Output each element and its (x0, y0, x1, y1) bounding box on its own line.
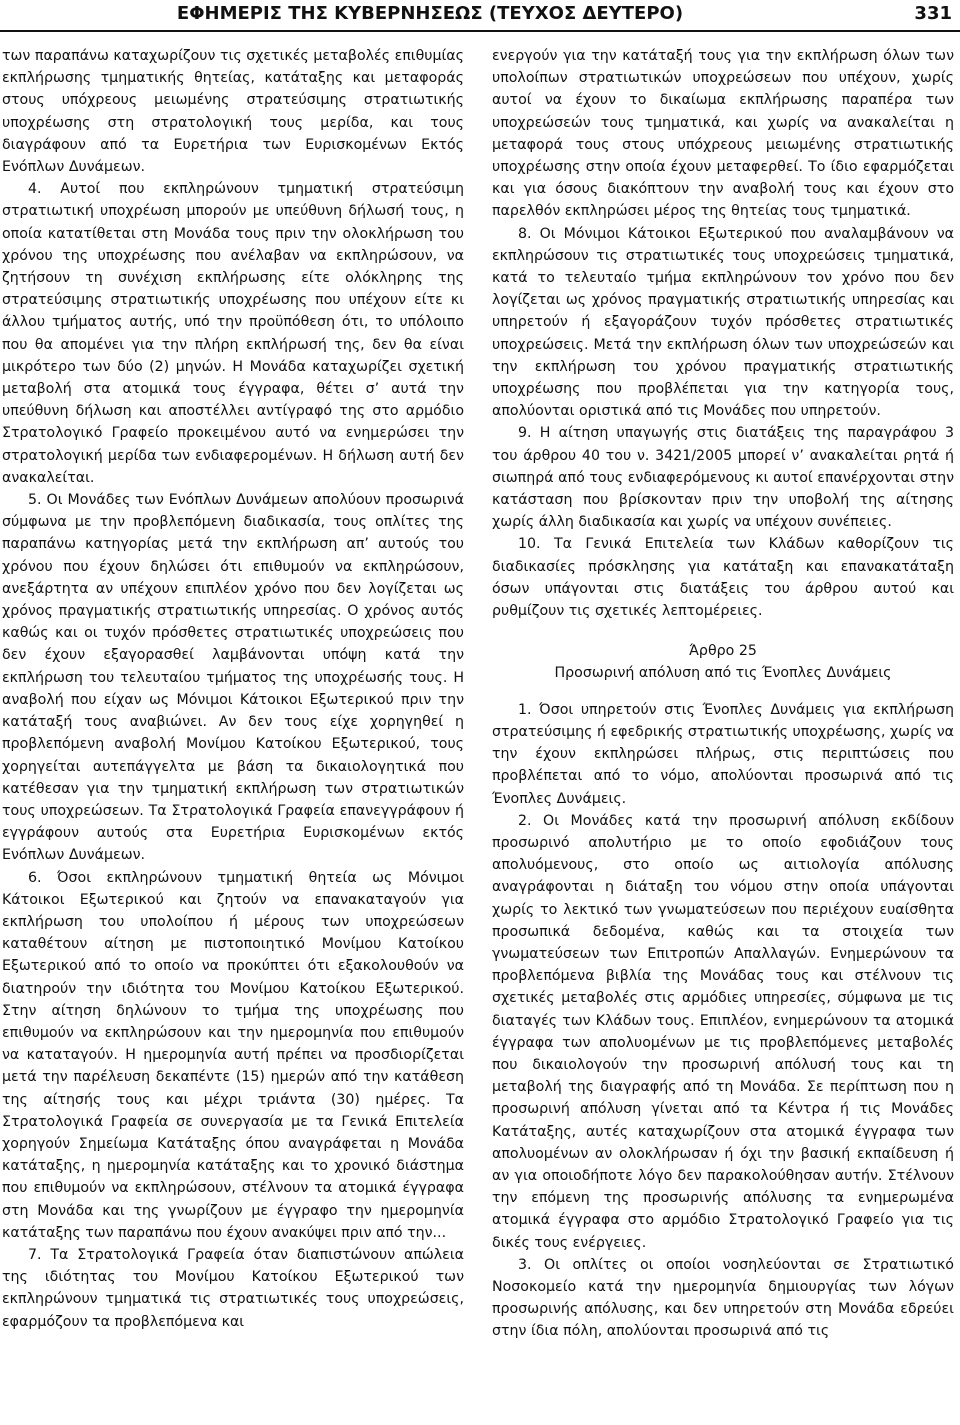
paragraph: 4. Αυτοί που εκπληρώνουν τμηματική στρατεύσιμη στρατιωτική υποχρέωση μπορούν με υπεύθυνη δήλωσή τους, η οποία κατατίθεται στη Μονάδα τους πριν την ολοκλήρωση του χρόνου της υποχρέωσης που ανέλαβαν να εκπληρώσουν, να ζητήσουν τη συνέχιση εκπλήρωσης είτε ολόκληρης της στρατεύσιμης στρατιωτικής υποχρέωσης που υπέχουν είτε κι άλλου τμήματος αυτής, υπό την προϋπόθεση ότι, το υπόλοιπο που θα απομένει για την πλήρη εκπλήρωσή της, δεν θα είναι μικρότερο των δύο (2) μηνών. Η Μονάδα καταχωρίζει σχετική μεταβολή στα ατομικά τους έγγραφα, θέτει σ’ αυτά την υπεύθυνη δήλωση και αποστέλλει αντίγραφό της στο αρμόδιο Στρατολογικό Γραφείο προκειμένου αυτό να ενημερώσει την στρατολογική μερίδα των ενδιαφερομένων. Η δήλωση αυτή δεν ανακαλείται. (2, 181, 464, 486)
paragraph: 1. Όσοι υπηρετούν στις Ένοπλες Δυνάμεις για εκπλήρωση στρατεύσιμης ή εφεδρικής στρατιωτικής υποχρέωσης, χωρίς να την έχουν εκπληρώσει πλήρως, στις περιπτώσεις που προβλέπεται από το νόμο, απολύονται προσωρινά από τις Ένοπλες Δυνάμεις. (492, 701, 954, 807)
page-number: 331 (914, 3, 952, 24)
paragraph: 2. Οι Μονάδες κατά την προσωρινή απόλυση εκδίδουν προσωρινό απολυτήριο με το οποίο εφοδιάζουν τους απολυόμενους, στο οποίο ως αιτιολογία απόλυσης αναγράφονται η διάταξη του νόμου στην οποία υπάγονται χωρίς το λεκτικό των γνωματεύσεων που περιέχουν ευαίσθητα προσωπικά δεδομένα, καθώς και τα στοιχεία των γνωματεύσεων των Επιτροπών Απαλλαγών. Ενημερώνουν τα προβλεπόμενα βιβλία της Μονάδας τους και στέλνουν τις σχετικές μεταβολές στις αρμόδιες υπηρεσίες, σύμφωνα με τις διαταγές των Κλάδων τους. Επιπλέον, ενημερώνουν τα ατομικά έγγραφα των απολυομένων με τις προβλεπόμενες μεταβολές που δικαιολογούν την προσωρινή απόλυσή τους και τη μεταβολή της διαγραφής από τη Μονάδα. Σε περίπτωση που η προσωρινή απόλυση γίνεται από τα Κέντρα ή τις Μονάδες Κατάταξης, αυτές καταχωρίζουν στα ατομικά έγγραφα των απολυομένων αν ολοκλήρωσαν ή όχι την βασική εκπαίδευση ή αν για οποιοδήποτε λόγο δεν παρακολούθησαν αυτήν. Στέλνουν την επόμενη της προσωρινής απόλυσης τα ενημερωμένα ατομικά έγγραφα στο αρμόδιο Στρατολογικό Γραφείο για τις δικές τους ενέργειες. (492, 812, 954, 1251)
article-number: Άρθρο 25 (689, 643, 757, 660)
paragraph: 9. Η αίτηση υπαγωγής στις διατάξεις της παραγράφου 3 του άρθρου 40 του ν. 3421/2005 μπορεί ν’ ανακαλείται ρητά ή σιωπηρά από τους ενδιαφερόμενους κι αυτοί επανέρχονται στην κατάσταση που βρίσκονταν πριν την υποβολή της αίτησης χωρίς άλλη διαδικασία και χωρίς να υπέχουν συνέπειες. (492, 425, 954, 531)
paragraph: 10. Τα Γενικά Επιτελεία των Κλάδων καθορίζουν τις διαδικασίες πρόσκλησης για κατάταξη και επανακατάταξη όσων υπάγονται στις διατάξεις του άρθρου αυτού και ρυθμίζουν τις σχετικές λεπτομέρειες. (492, 536, 954, 620)
paragraph: 7. Τα Στρατολογικά Γραφεία όταν διαπιστώνουν απώλεια της ιδιότητας του Μονίμου Κατοίκου Εξωτερικού των εκπληρώνουν τμηματικά τις στρατιωτικές τους υποχρεώσεις, εφαρμόζουν τα προβλεπόμενα και (2, 1246, 464, 1330)
page-header (0, 0, 960, 40)
paragraph: 6. Όσοι εκπληρώνουν τμηματική θητεία ως Μόνιμοι Κάτοικοι Εξωτερικού και ζητούν να επανακαταγούν για εκπλήρωση του υπολοίπου ή μέρους των υποχρεώσεων καταθέτουν αίτηση με πιστοποιητικό Μονίμου Κατοίκου Εξωτερικού από το οποίο να προκύπτει ότι εξακολουθούν να διατηρούν την ιδιότητα του Μονίμου Κατοίκου Εξωτερικού. Στην αίτηση δηλώνουν το τμήμα της υποχρέωσης που επιθυμούν να εκπληρώσουν και την ημερομηνία που επιθυμούν να καταταγούν. Η ημερομηνία αυτή πρέπει να προσδιορίζεται μετά την παρέλευση δεκαπέντε (15) ημερών από την κατάθεση της αίτησής τους και μέχρι τριάντα (30) ημέρες. Τα Στρατολογικά Γραφεία σε συνεργασία με τα Γενικά Επιτελεία χορηγούν Σημείωμα Κατάταξης όπου αναγράφεται η Μονάδα κατάταξης, η ημερομηνία κατάταξης και το χρονικό διάστημα που επιθυμούν να εκπληρώσουν, στέλνουν τα ατομικά έγγραφα στη Μονάδα και της γνωρίζουν με έγγραφο την ημερομηνία κατάταξης των παραπάνω που έχουν ανακύψει πριν από την... (2, 869, 464, 1241)
paragraph: των παραπάνω καταχωρίζουν τις σχετικές μεταβολές επιθυμίας εκπλήρωσης τμηματικής θητείας, κατάταξης και μεταφοράς στους υπόχρεους μειωμένης στρατεύσιμης στρατιωτικής υποχρέωσης στη στρατολογική τους μερίδα, και τους διαγράφουν από τα Ευρετήρια των Ευρισκομένων Εκτός Ενόπλων Δυνάμεων. (2, 48, 464, 176)
left-column (2, 45, 464, 1333)
paragraph: 8. Οι Μόνιμοι Κάτοικοι Εξωτερικού που αναλαμβάνουν να εκπληρώσουν τις στρατιωτικές τους υποχρεώσεις τμηματικά, κατά το τελευταίο τμήμα εκπληρώνουν τον χρόνο που δεν λογίζεται ως χρόνος πραγματικής στρατιωτικής υπηρεσίας και υπηρετούν ή εξαγοράζουν τυχόν πρόσθετες στρατιωτικές υποχρεώσεις. Μετά την εκπλήρωση όλων των υποχρεώσεών και την εκπλήρωση του χρόνου πραγματικής στρατιωτικής υποχρέωσης που προβλέπεται για την κατηγορία τους, απολύονται οριστικά από τις Μονάδες που υπηρετούν. (492, 225, 954, 420)
journal-title: ΕΦΗΜΕΡΙΣ ΤΗΣ ΚΥΒΕΡΝΗΣΕΩΣ (ΤΕΥΧΟΣ ΔΕΥΤΕΡΟ) (176, 3, 684, 24)
paragraph: 3. Οι οπλίτες οι οποίοι νοσηλεύονται σε Στρατιωτικό Νοσοκομείο κατά την ημερομηνία δημιουργίας των λόγων προσωρινής απόλυσης, και δεν υπηρετούν στη Μονάδα εδρεύει στην ίδια πόλη, απολύονται προσωρινά από τις (492, 1256, 954, 1340)
right-column (492, 45, 954, 1343)
paragraph: ενεργούν για την κατάταξή τους για την εκπλήρωση όλων των υπολοίπων στρατιωτικών υποχρεώσεων που υπέχουν, χωρίς αυτοί να έχουν το δικαίωμα εκπλήρωσης παραπέρα των υποχρεώσεών τους τμηματικά, και χωρίς να ανακαλείται η μεταφορά τους στους υπόχρεους μειωμένης στρατιωτικής υποχρέωσης στην οποία έχουν μεταφερθεί. Το ίδιο εφαρμόζεται και για όσους διακόπτουν την αναβολή τους και έχουν στο παρελθόν εκπληρώσει μέρος της θητείας τους τμηματικά. (492, 48, 954, 220)
header-rule (0, 30, 960, 32)
article-title: Προσωρινή απόλυση από τις Ένοπλες Δυνάμεις (554, 665, 892, 682)
paragraph: 5. Οι Μονάδες των Ενόπλων Δυνάμεων απολύουν προσωρινά σύμφωνα με την προβλεπόμενη διαδικασία, τους οπλίτες της παραπάνω κατηγορίας μετά την εκπλήρωση απ’ αυτούς του χρόνου που έχουν δηλώσει ότι επιθυμούν να εκπληρώσουν, ανεξάρτητα αν υπέχουν επιπλέον χρόνο που δεν λογίζεται ως χρόνος πραγματικής στρατιωτικής υπηρεσίας. Ο χρόνος αυτός καθώς και οι τυχόν πρόσθετες στρατιωτικές υποχρεώσεις που δεν έχουν εξαγορασθεί λαμβάνονται υπόψη κατά την εκπλήρωση του τελευταίου τμήματος της υποχρέωσής τους. Η αναβολή που είχαν ως Μόνιμοι Κάτοικοι Εξωτερικού πριν την κατάταξή τους αναβιώνει. Αν δεν τους είχε χορηγηθεί η προβλεπόμενη αναβολή Μονίμου Κατοίκου Εξωτερικού, τους χορηγείται αυτεπάγγελτα με βάση τα δικαιολογητικά που κατέθεσαν για την τμηματική εκπλήρωση των στρατιωτικών τους υποχρεώσεων. Τα Στρατολογικά Γραφεία επανεγγράφουν ή εγγράφουν αυτούς στα Ευρετήρια Ευρισκομένων εκτός Ενόπλων Δυνάμεων. (2, 492, 464, 864)
